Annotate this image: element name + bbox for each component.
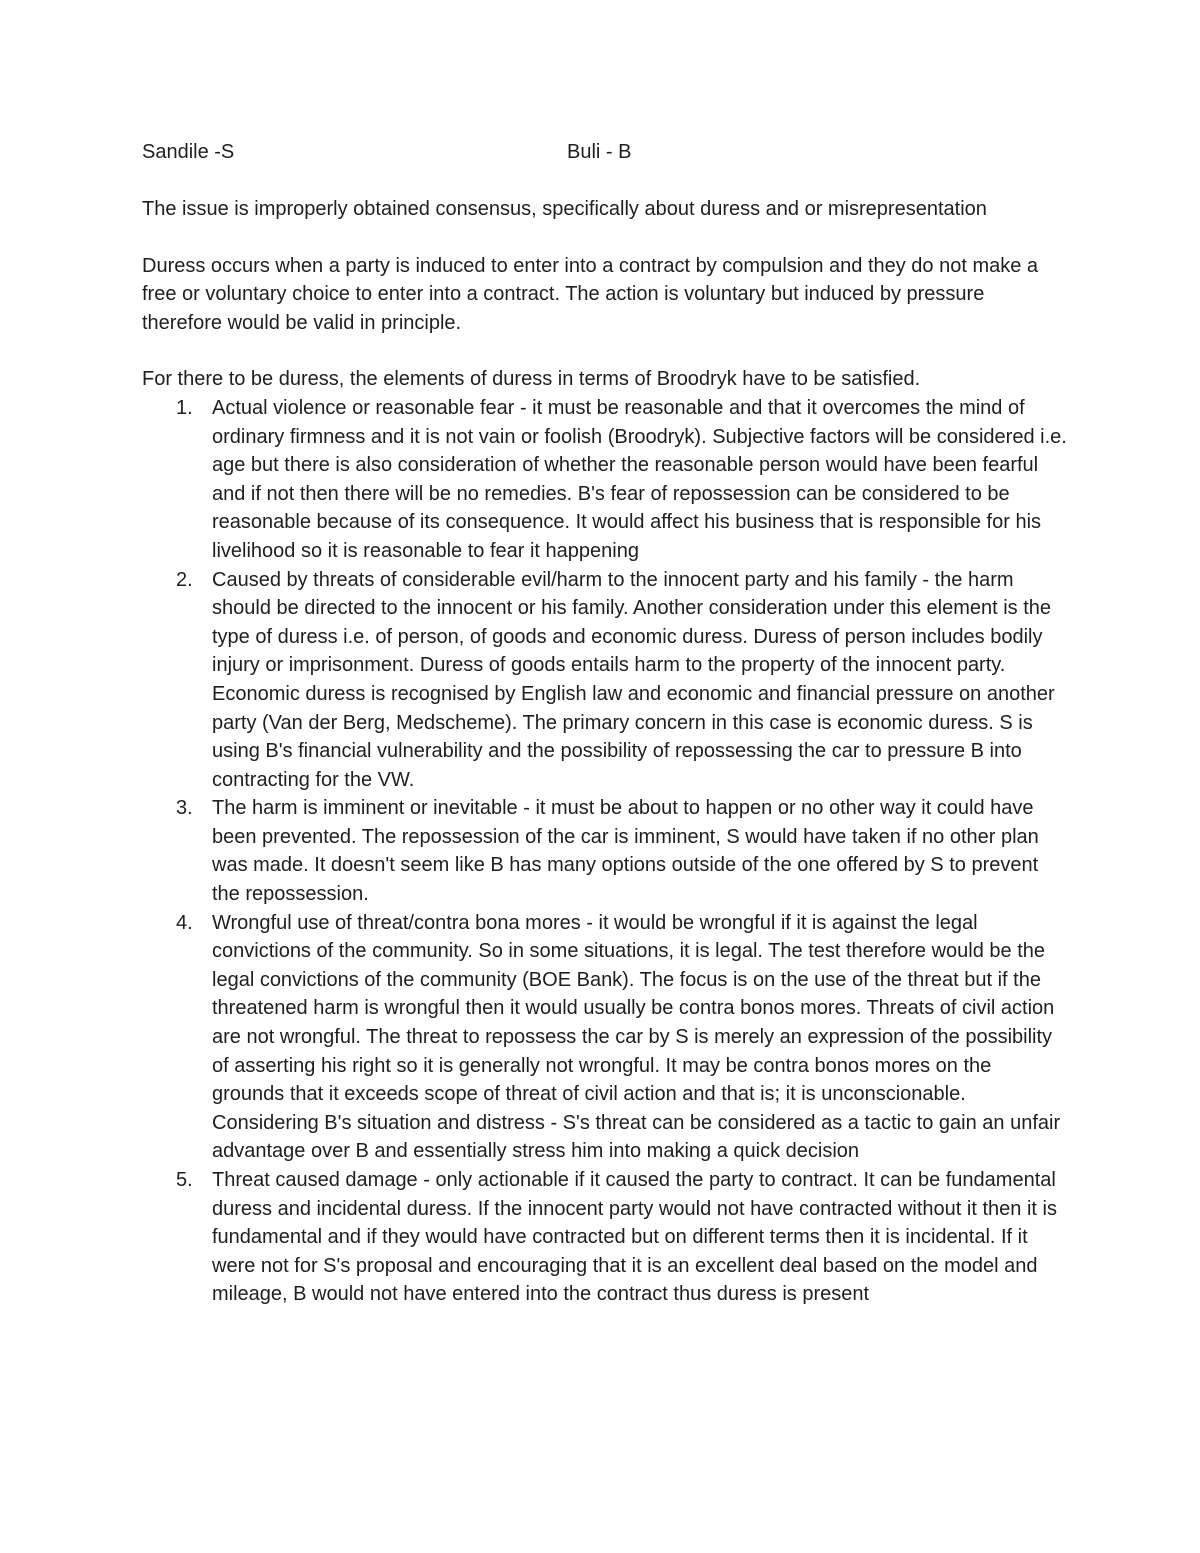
list-number: 5. — [176, 1169, 193, 1191]
party-b-label: Buli - B — [567, 141, 632, 163]
list-item-text: Actual violence or reasonable fear - it must be reasonable and that it overcomes the mind of ordinary firmness and it is not vain or foolish (Broodryk). Subjective factors will be considered i.e. age but there is also consideration of whether the reasonable person would have been fearful and if not then there will be no remedies. B's fear of repossession can be considered to be reasonable because of its consequence. It would affect his business that is responsible for his livelihood so it is reasonable to fear it happening — [212, 396, 1067, 562]
list-number: 4. — [176, 911, 193, 934]
elements-intro: For there to be duress, the elements of duress in terms of Broodryk have to be satisfied. — [142, 368, 921, 391]
party-header — [142, 138, 1067, 168]
list-item-text: Threat caused damage - only actionable if it caused the party to contract. It can be fundamental duress and incidental duress. If the innocent party would not have contracted without it then it is fundamental and if they would have contracted but on different terms then it is incidental. If it were not for S's proposal and encouraging that it is an excellent deal based on the model and mileage, B would not have entered into the contract thus duress is present — [212, 1169, 1057, 1306]
document-body — [142, 138, 1067, 1309]
duress-definition-paragraph: Duress occurs when a party is induced to enter into a contract by compulsion and they do not make a free or voluntary choice to enter into a contract. The action is voluntary but induced by pressure therefore would be valid in principle. — [142, 254, 1039, 334]
party-s-label: Sandile -S — [142, 141, 235, 163]
list-number: 3. — [176, 797, 193, 820]
list-item-text: Caused by threats of considerable evil/harm to the innocent party and his family - the harm should be directed to the innocent or his family. Another consideration under this element is the type of duress i.e. of person, of goods and economic duress. Duress of person includes bodily injury or imprisonment. Duress of goods entails harm to the property of the innocent party. Economic duress is recognised by English law and economic and financial pressure on another party (Van der Berg, Medscheme). The primary concern in this case is economic duress. S is using B's financial vulnerability and the possibility of repossessing the car to pressure B into contracting for the VW. — [212, 568, 1055, 791]
list-item-text: Wrongful use of threat/contra bona mores - it would be wrongful if it is against the legal convictions of the community. So in some situations, it is legal. The test therefore would be the legal convictions of the community (BOE Bank). The focus is on the use of the threat but if the threatened harm is wrongful then it would usually be contra bonos mores. Threats of civil action are not wrongful. The threat to repossess the car by S is merely an expression of the possibility of asserting his right so it is generally not wrongful. It may be contra bonos mores on the grounds that it exceeds scope of threat of civil action and that is; it is unconscionable. Considering B's situation and distress - S's threat can be considered as a tactic to gain an unfair advantage over B and essentially stress him into making a quick decision — [212, 911, 1061, 1163]
list-item-element-4 — [142, 909, 1067, 1166]
elements-list — [142, 394, 1067, 1309]
list-item-text: The harm is imminent or inevitable - it must be about to happen or no other way it could have been prevented. The repossession of the car is imminent, S would have taken if no other plan was made. It doesn't seem like B has many options outside of the one offered by S to prevent the repossession. — [212, 797, 1039, 906]
list-number: 1. — [176, 396, 193, 419]
issue-statement: The issue is improperly obtained consensus, specifically about duress and or misrepresentation — [142, 198, 987, 220]
list-item-element-5 — [142, 1166, 1067, 1309]
list-number: 2. — [176, 568, 193, 591]
list-item-element-2 — [142, 566, 1067, 795]
list-item-element-1 — [142, 394, 1067, 566]
list-item-element-3 — [142, 794, 1067, 908]
